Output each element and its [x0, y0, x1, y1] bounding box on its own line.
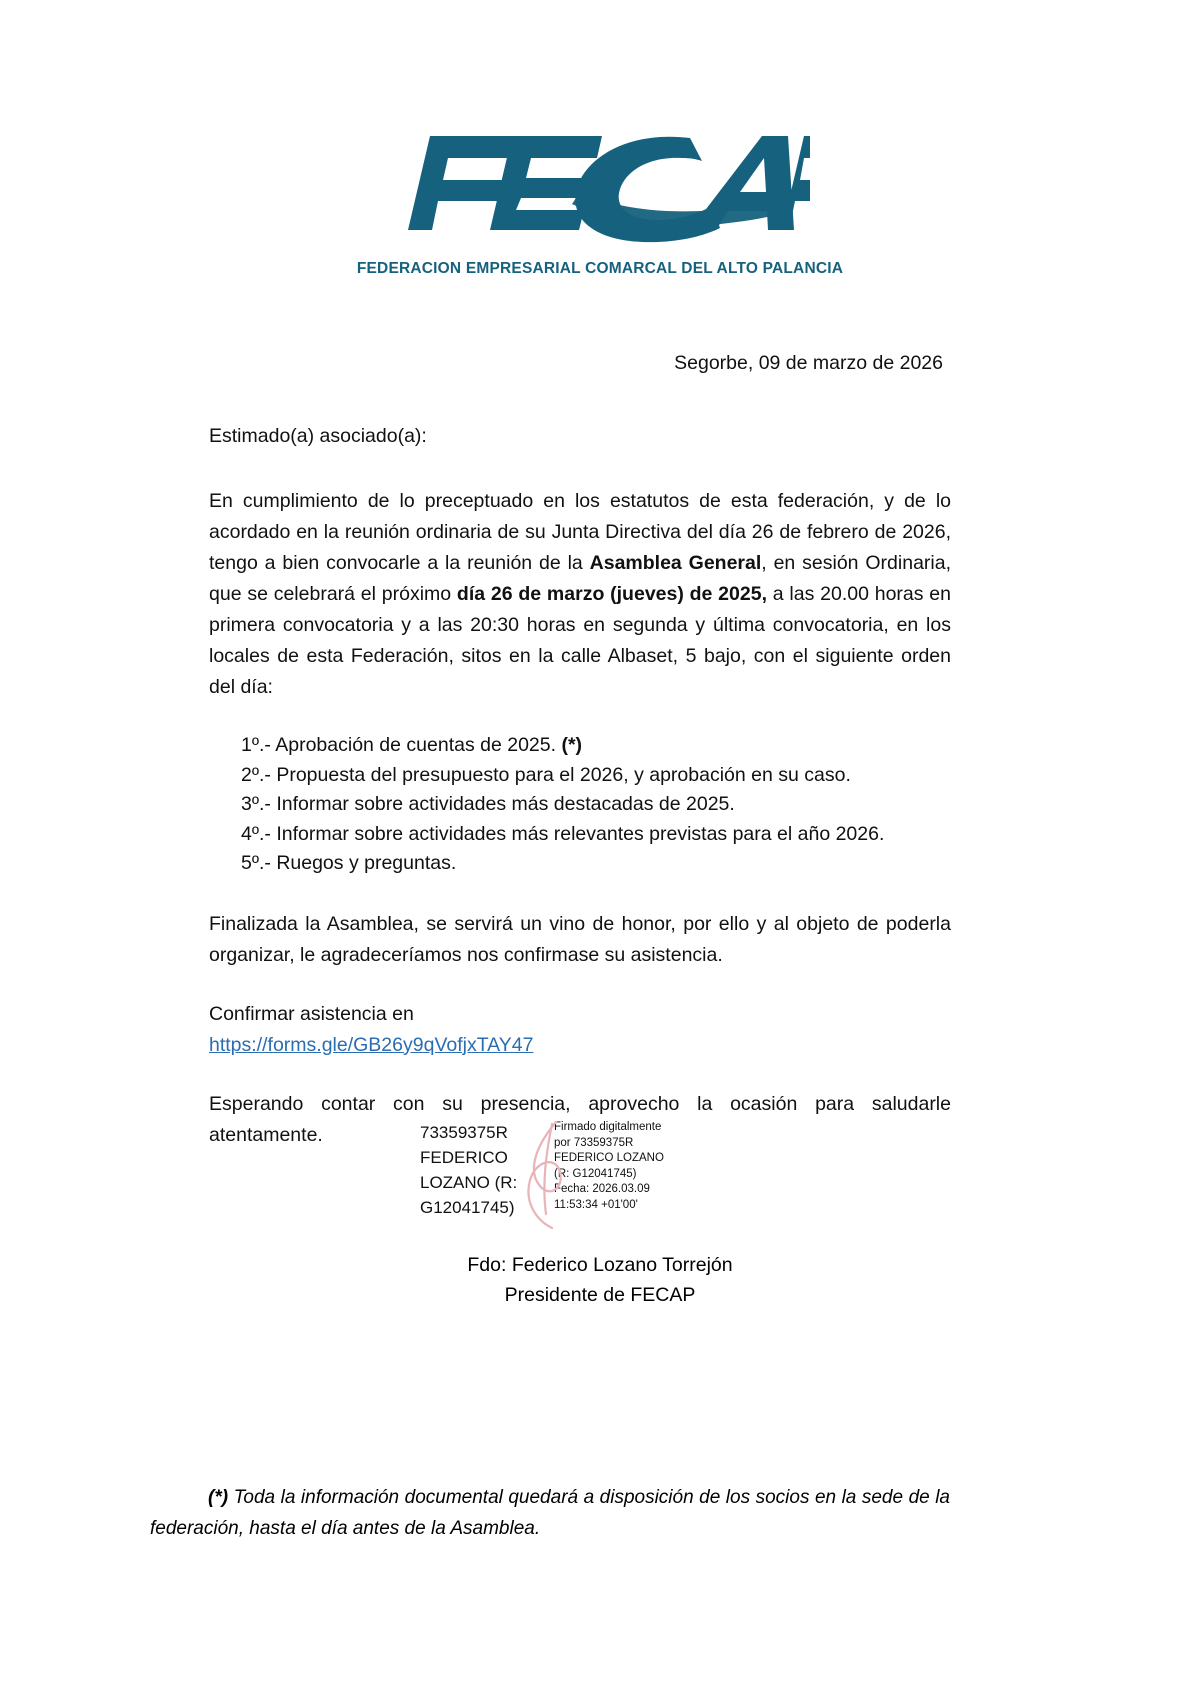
signer-role: Presidente de FECAP	[504, 1284, 696, 1306]
para1-part2: , en sesión Ordinaria, que se celebrará el próximo	[209, 552, 952, 605]
para1-bold-fecha: día 26 de marzo (jueves) de 2025,	[456, 583, 767, 605]
para1-part3: a las 20.00 horas en primera convocatoria y a las 20:30 horas en segunda y última convocatoria, en los locales de esta Federación, sitos en la calle Albaset, 5 bajo, con el siguiente orden del día:	[209, 583, 951, 698]
agenda-item-number: 2º.-	[241, 763, 271, 786]
paragraph-vino-honor: Finalizada la Asamblea, se servirá un vino de honor, por ello y al objeto de poderla organizar, le agradeceríamos nos confirmase su asistencia.	[209, 912, 951, 966]
agenda-item-text: Aprobación de cuentas de 2025.	[275, 734, 562, 756]
confirm-lead-text: Confirmar asistencia en	[209, 1002, 414, 1025]
agenda-item	[241, 849, 951, 879]
paragraph-closing: Esperando contar con su presencia, aprovecho la ocasión para saludarle atentamente.	[209, 1092, 951, 1146]
confirmation-block	[209, 999, 951, 1061]
agenda-item-footnote-marker: (*)	[561, 734, 583, 756]
agenda-item-number: 1º.-	[241, 734, 271, 756]
signer-name-block	[0, 1250, 1200, 1310]
signature-detail-line: FEDERICO LOZANO	[554, 1152, 664, 1164]
signature-id-line: LOZANO (R:	[420, 1173, 518, 1192]
organization-logo	[0, 118, 1200, 278]
signature-detail-line: Fecha: 2026.03.09	[554, 1183, 650, 1195]
signature-details	[554, 1120, 664, 1213]
para1-bold-asamblea: Asamblea General	[589, 552, 762, 574]
agenda-item-text: Informar sobre actividades más relevantes previstas para el año 2026.	[276, 822, 885, 845]
paragraph-convocation	[209, 486, 951, 703]
fecap-wordmark-icon	[390, 118, 810, 258]
agenda-item	[241, 761, 951, 791]
signature-detail-line: por 73359375R	[554, 1136, 634, 1149]
agenda-item	[241, 820, 951, 850]
agenda-item-text: Ruegos y preguntas.	[276, 852, 457, 874]
agenda-item	[241, 790, 951, 820]
footnote	[150, 1482, 950, 1544]
agenda-item-number: 4º.-	[241, 822, 271, 845]
logo-tagline: FEDERACION EMPRESARIAL COMARCAL DEL ALTO PALANCIA	[356, 260, 844, 277]
signature-detail-line: 11:53:34 +01'00'	[554, 1198, 638, 1211]
signature-id-line: 73359375R	[420, 1123, 508, 1142]
agenda-item	[241, 731, 951, 761]
letter-body	[209, 348, 951, 1179]
confirmation-form-link[interactable]: https://forms.gle/GB26y9qVofjxTAY47	[209, 1033, 534, 1056]
date-line: Segorbe, 09 de marzo de 2026	[674, 352, 943, 374]
agenda-item-number: 3º.-	[241, 793, 271, 815]
agenda-list	[209, 731, 951, 879]
footnote-text: Toda la información documental quedará a disposición de los socios en la sede de la federación, hasta el día antes de la Asamblea.	[150, 1487, 950, 1539]
para1-part1: En cumplimiento de lo preceptuado en los estatutos de esta federación, y de lo acordado en la reunión ordinaria de su Junta Directiva del día 26 de febrero de 2026, tengo a bien convocarle a la reunión de la	[209, 490, 951, 574]
agenda-item-text: Informar sobre actividades más destacadas de 2025.	[276, 793, 735, 815]
signer-name: Fdo: Federico Lozano Torrejón	[467, 1254, 733, 1276]
footnote-marker: (*)	[208, 1487, 229, 1508]
signature-id-line: FEDERICO	[420, 1148, 508, 1167]
digital-signature-block	[420, 1120, 840, 1250]
signature-detail-line: (R: G12041745)	[554, 1167, 637, 1180]
signature-id-line: G12041745)	[420, 1198, 515, 1217]
salutation: Estimado(a) asociado(a):	[209, 425, 427, 447]
signature-identity	[420, 1120, 538, 1220]
agenda-item-number: 5º.-	[241, 852, 271, 874]
agenda-item-text: Propuesta del presupuesto para el 2026, y aprobación en su caso.	[276, 763, 851, 786]
signature-detail-line: Firmado digitalmente	[554, 1121, 662, 1133]
